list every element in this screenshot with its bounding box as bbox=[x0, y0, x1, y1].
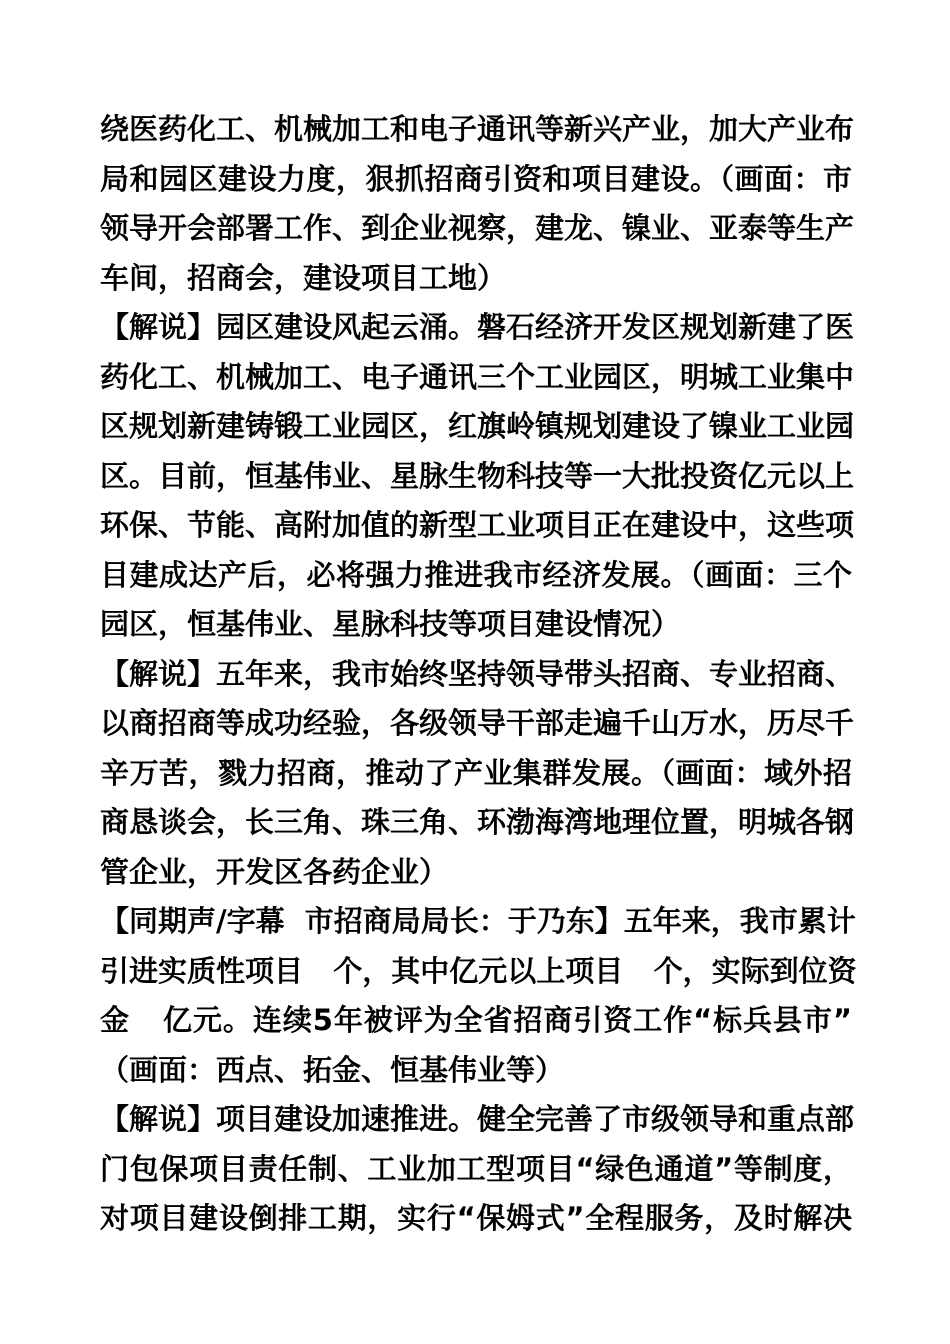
text-line: 门包保项目责任制、工业加工型项目“绿色通道”等制度， bbox=[100, 1151, 852, 1186]
text-line: （画面：西点、拓金、恒基伟业等） bbox=[100, 1052, 565, 1087]
document-body bbox=[100, 105, 857, 1244]
text-line: 区。目前，恒基伟业、星脉生物科技等一大批投资亿元以上 bbox=[100, 458, 855, 493]
text-line: 以商招商等成功经验，各级领导干部走遍千山万水，历尽千 bbox=[100, 706, 855, 740]
text-line: 环保、节能、高附加值的新型工业项目正在建设中，这些项 bbox=[100, 508, 855, 542]
text-line: 目建成达产后，必将强力推进我市经济发展。（画面：三个 bbox=[100, 557, 852, 592]
text-line: 对项目建设倒排工期，实行“保姆式”全程服务，及时解决 bbox=[100, 1201, 852, 1235]
text-line: 园区，恒基伟业、星脉科技等项目建设情况） bbox=[100, 607, 681, 641]
text-line: 【解说】园区建设风起云涌。磐石经济开发区规划新建了医 bbox=[100, 310, 855, 344]
text-line: 车间，招商会，建设项目工地） bbox=[100, 260, 507, 295]
text-line: 【解说】五年来，我市始终坚持领导带头招商、专业招商、 bbox=[100, 656, 855, 691]
text-line: 领导开会部署工作、到企业视察，建龙、镍业、亚泰等生产 bbox=[100, 211, 855, 245]
text-line: 引进实质性项目 个，其中亿元以上项目 个，实际到位资 bbox=[100, 953, 857, 988]
text-line: 绕医药化工、机械加工和电子通讯等新兴产业，加大产业布 bbox=[100, 112, 855, 146]
text-line: 辛万苦，戮力招商，推动了产业集群发展。（画面：域外招 bbox=[100, 755, 852, 790]
text-line: 局和园区建设力度，狠抓招商引资和项目建设。（画面：市 bbox=[100, 161, 852, 196]
text-line: 金 亿元。连续5年被评为全省招商引资工作“标兵县市” bbox=[100, 1003, 852, 1037]
text-line: 管企业，开发区各药企业） bbox=[100, 854, 449, 889]
text-line: 药化工、机械加工、电子通讯三个工业园区，明城工业集中 bbox=[100, 359, 855, 394]
text-line: 【解说】项目建设加速推进。健全完善了市级领导和重点部 bbox=[100, 1102, 855, 1136]
text-line: 【同期声/字幕 市招商局局长：于乃东】五年来，我市累计 bbox=[100, 904, 856, 938]
text-line: 商恳谈会，长三角、珠三角、环渤海湾地理位置，明城各钢 bbox=[100, 805, 855, 839]
text-line: 区规划新建铸锻工业园区，红旗岭镇规划建设了镍业工业园 bbox=[100, 409, 855, 443]
